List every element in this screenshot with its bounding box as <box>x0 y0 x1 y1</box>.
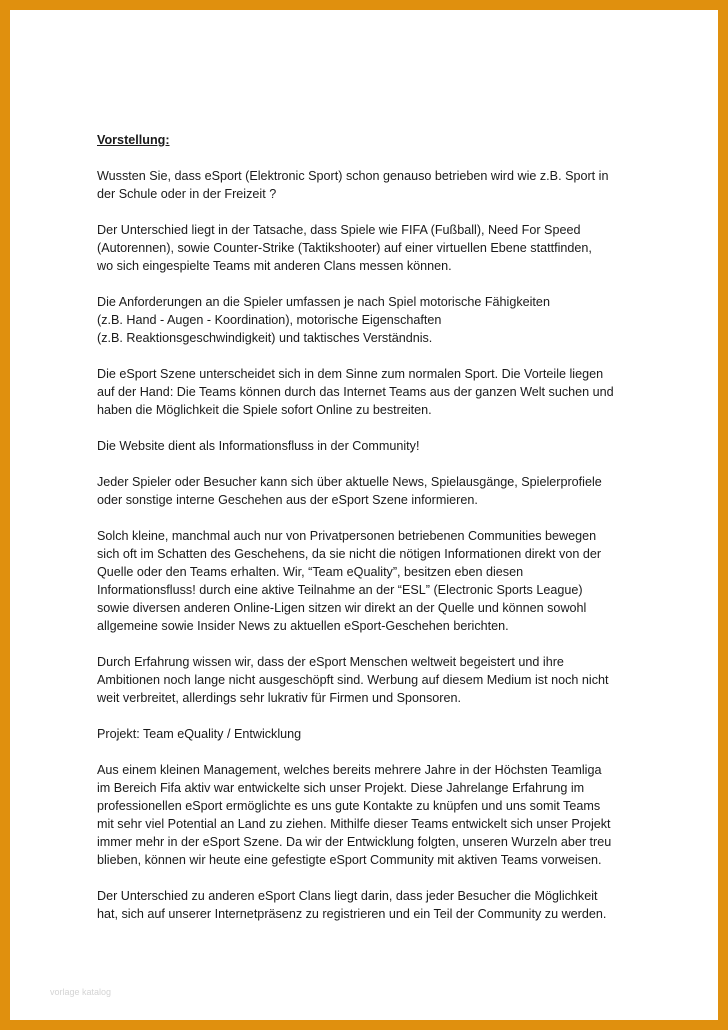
text-line: Ambitionen noch lange nicht ausgeschöpft sind. Werbung auf diesem Medium ist noch nicht <box>97 673 609 687</box>
paragraph-7 <box>97 527 657 635</box>
text-line: blieben, können wir heute eine gefestigte eSport Community mit aktiven Teams vorweisen. <box>97 853 602 867</box>
paragraph-11 <box>97 887 657 923</box>
paragraph-4 <box>97 365 657 419</box>
paragraph-9 <box>97 725 657 743</box>
section-heading: Vorstellung: <box>97 133 170 147</box>
text-line: (z.B. Hand - Augen - Koordination), motorische Eigenschaften <box>97 313 442 327</box>
text-line: Aus einem kleinen Management, welches bereits mehrere Jahre in der Höchsten Teamliga <box>97 763 602 777</box>
text-line: (z.B. Reaktionsgeschwindigkeit) und taktisches Verständnis. <box>97 331 433 345</box>
text-line: Solch kleine, manchmal auch nur von Privatpersonen betriebenen Communities bewegen <box>97 529 597 543</box>
text-line: der Schule oder in der Freizeit ? <box>97 187 277 201</box>
text-line: Die Website dient als Informationsfluss in der Community! <box>97 439 420 453</box>
text-line: Quelle oder den Teams erhalten. Wir, “Team eQuality”, besitzen eben diesen <box>97 565 524 579</box>
paragraph-5 <box>97 437 657 455</box>
watermark: vorlage katalog <box>50 987 112 997</box>
text-line: Projekt: Team eQuality / Entwicklung <box>97 727 302 741</box>
text-line: weit verbreitet, allerdings sehr lukrativ für Firmen und Sponsoren. <box>97 691 461 705</box>
text-line: oder sonstige interne Geschehen aus der eSport Szene informieren. <box>97 493 478 507</box>
text-line: sowie diversen anderen Online-Ligen sitzen wir direkt an der Quelle und können sowohl <box>97 601 587 615</box>
text-line: hat, sich auf unserer Internetpräsenz zu registrieren und ein Teil der Community zu werden. <box>97 907 607 921</box>
text-line: mit sehr viel Potential an Land zu ziehen. Mithilfe dieser Teams entwickelt sich unser Projekt <box>97 817 611 831</box>
text-line: (Autorennen), sowie Counter-Strike (Taktikshooter) auf einer virtuellen Ebene stattfinden, <box>97 241 592 255</box>
text-line: Der Unterschied liegt in der Tatsache, dass Spiele wie FIFA (Fußball), Need For Speed <box>97 223 581 237</box>
text-line: wo sich eingespielte Teams mit anderen Clans messen können. <box>97 259 452 273</box>
paragraph-6 <box>97 473 657 509</box>
text-line: Durch Erfahrung wissen wir, dass der eSport Menschen weltweit begeistert und ihre <box>97 655 564 669</box>
text-line: haben die Möglichkeit die Spiele sofort Online zu bestreiten. <box>97 403 432 417</box>
text-line: Die eSport Szene unterscheidet sich in dem Sinne zum normalen Sport. Die Vorteile liegen <box>97 367 604 381</box>
text-line: immer mehr in der eSport Szene. Da wir der Entwicklung folgten, unseren Wurzeln aber treu <box>97 835 612 849</box>
paragraph-8 <box>97 653 657 707</box>
text-line: allgemeine sowie Insider News zu aktuellen eSport-Geschehen berichten. <box>97 619 509 633</box>
text-line: professionellen eSport ermöglichte es uns gute Kontakte zu knüpfen und uns somit Teams <box>97 799 601 813</box>
text-line: Wussten Sie, dass eSport (Elektronic Sport) schon genauso betrieben wird wie z.B. Sport in <box>97 169 609 183</box>
text-line: Der Unterschied zu anderen eSport Clans liegt darin, dass jeder Besucher die Möglichkeit <box>97 889 598 903</box>
text-line: sich oft im Schatten des Geschehens, da sie nicht die nötigen Informationen direkt von der <box>97 547 602 561</box>
paragraph-1 <box>97 167 657 203</box>
paragraph-10 <box>97 761 657 869</box>
text-line: Informationsfluss! durch eine aktive Teilnahme an der “ESL” (Electronic Sports League) <box>97 583 583 597</box>
paragraph-2 <box>97 221 657 275</box>
text-line: Die Anforderungen an die Spieler umfassen je nach Spiel motorische Fähigkeiten <box>97 295 550 309</box>
paragraph-3 <box>97 293 657 347</box>
document-body <box>97 131 657 941</box>
text-line: Jeder Spieler oder Besucher kann sich über aktuelle News, Spielausgänge, Spielerprofiele <box>97 475 602 489</box>
text-line: auf der Hand: Die Teams können durch das Internet Teams aus der ganzen Welt suchen und <box>97 385 614 399</box>
text-line: im Bereich Fifa aktiv war entwickelte sich unser Projekt. Diese Jahrelange Erfahrung im <box>97 781 585 795</box>
